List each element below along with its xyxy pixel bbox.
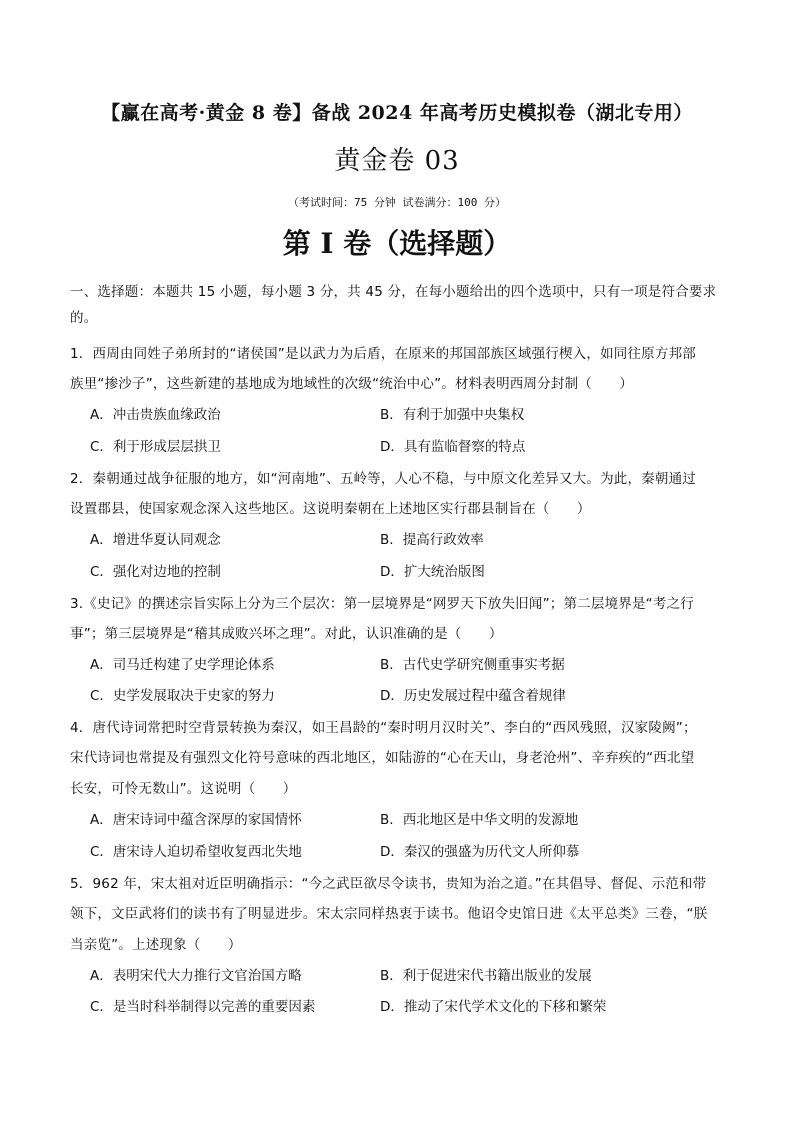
question-4-line-3: 长安，可怜无数山”。这说明（ ） [70,781,297,797]
exam-subtitle: 黄金卷 03 [334,146,460,176]
question-2-line-1: 2．秦朝通过战争征服的地方，如“河南地”、五岭等，人心不稳，与中原文化差异又大。为此，秦朝通过 [70,471,696,487]
question-1-option-a: A．冲击贵族血缘政治 [90,407,221,423]
question-2-option-b: B．提高行政效率 [380,532,484,548]
exam-title: 【赢在高考·黄金 8 卷】备战 2024 年高考历史模拟卷（湖北专用） [101,102,693,124]
question-5-line-1: 5．962 年，宋太祖对近臣明确指示：“今之武臣欲尽令读书，贵知为治之道。”在其倡导、督促、示范和带 [70,876,707,892]
question-3-option-c: C．史学发展取决于史家的努力 [90,688,275,704]
question-2-option-d: D．扩大统治版图 [380,564,485,580]
instructions-line-1: 一、选择题：本题共 15 小题，每小题 3 分，共 45 分，在每小题给出的四个选项中，只有一项是符合要求 [70,284,717,300]
exam-info: （考试时间：75 分钟 试卷满分：100 分） [288,196,506,209]
instructions-line-2: 的。 [70,310,98,326]
question-3-line-2: 事”；第三层境界是“稽其成败兴坏之理”。对此，认识准确的是（ ） [70,626,503,642]
question-4-option-a: A．唐宋诗词中蕴含深厚的家国情怀 [90,812,302,828]
question-1-option-c: C．利于形成层层拱卫 [90,439,221,455]
question-1-line-1: 1．西周由同姓子弟所封的“诸侯国”是以武力为后盾，在原来的邦国部族区域强行楔入，如同往原方邦部 [70,346,696,362]
question-5-option-a: A．表明宋代大力推行文官治国方略 [90,968,302,984]
question-3-option-b: B．古代史学研究侧重事实考据 [380,657,565,673]
question-4-option-d: D．秦汉的强盛为历代文人所仰慕 [380,844,580,860]
question-2-option-c: C．强化对边地的控制 [90,564,221,580]
question-5-option-c: C．是当时科举制得以完善的重要因素 [90,999,316,1015]
question-5-option-d: D．推动了宋代学术文化的下移和繁荣 [380,999,607,1015]
question-1-line-2: 族里“掺沙子”，这些新建的基地成为地域性的次级“统治中心”。材料表明西周分封制（ ） [70,376,634,392]
question-1-option-d: D．具有监临督察的特点 [380,439,526,455]
question-4-line-1: 4．唐代诗词常把时空背景转换为秦汉，如王昌龄的“秦时明月汉时关”、李白的“西风残照，汉家陵阙”； [70,720,697,736]
question-2-option-a: A．增进华夏认同观念 [90,532,221,548]
question-4-line-2: 宋代诗词也常提及有强烈文化符号意味的西北地区，如陆游的“心在天山，身老沧州”、辛弃疾的“西北望 [70,750,695,766]
question-4-option-b: B．西北地区是中华文明的发源地 [380,812,579,828]
question-5-line-3: 当亲览”。上述现象（ ） [70,937,242,953]
question-5-line-2: 领下，文臣武将们的读书有了明显进步。宋太宗同样热衷于读书。他诏令史馆日进《太平总类》三卷，“朕 [70,906,708,922]
question-3-line-1: 3.《史记》的撰述宗旨实际上分为三个层次：第一层境界是“网罗天下放失旧闻”；第二层境界是“考之行 [70,596,694,612]
section-title: 第 I 卷（选择题） [282,227,512,260]
question-3-option-d: D．历史发展过程中蕴含着规律 [380,688,566,704]
question-3-option-a: A．司马迁构建了史学理论体系 [90,657,275,673]
question-1-option-b: B．有利于加强中央集权 [380,407,525,423]
question-5-option-b: B．利于促进宋代书籍出版业的发展 [380,968,592,984]
question-4-option-c: C．唐宋诗人迫切希望收复西北失地 [90,844,302,860]
question-2-line-2: 设置郡县，使国家观念深入这些地区。这说明秦朝在上述地区实行郡县制旨在（ ） [70,501,591,517]
